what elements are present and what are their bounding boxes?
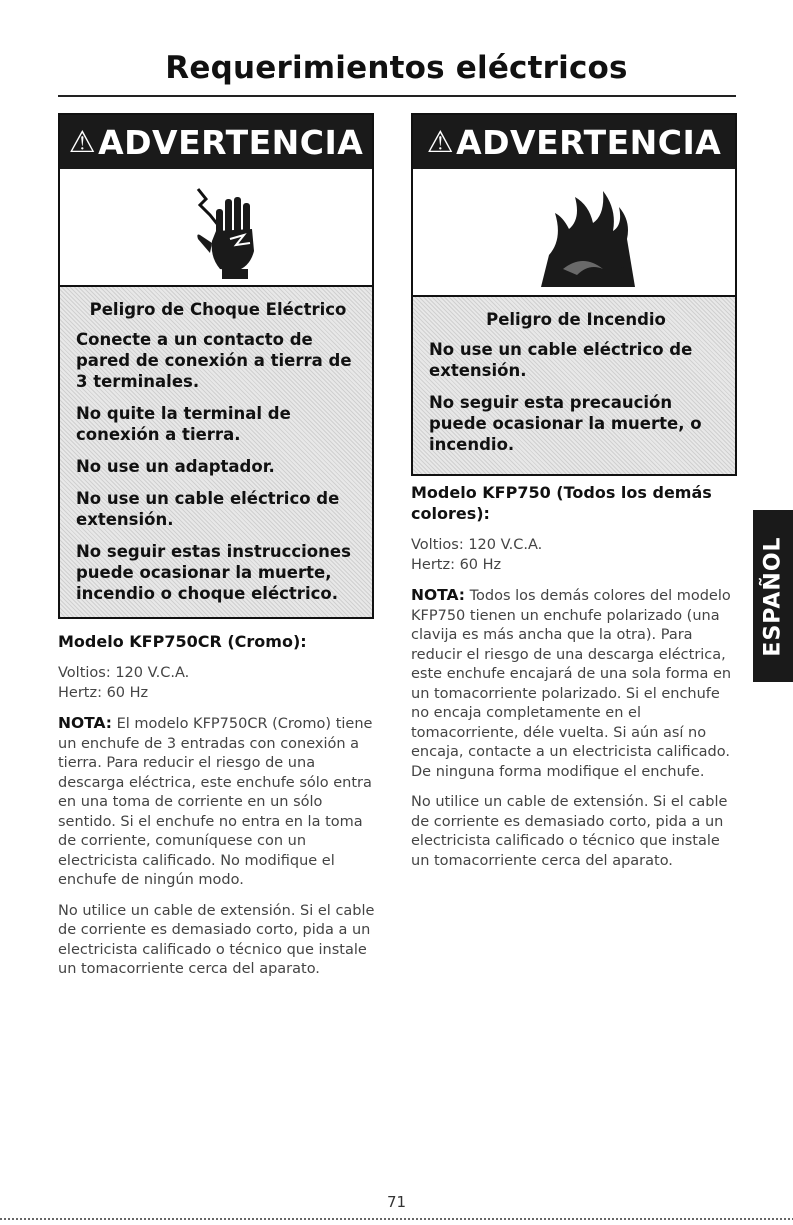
language-label: ESPAÑOL — [760, 535, 786, 657]
note-label: NOTA: — [411, 586, 466, 604]
warning-header-label: ADVERTENCIA — [456, 122, 722, 162]
hazard-title: Peligro de Choque Eléctrico — [89, 300, 347, 319]
title-divider — [58, 95, 736, 97]
warning-picture-area — [60, 169, 372, 287]
warning-text — [76, 299, 360, 615]
warning-line: No use un cable eléctrico de extensión. — [76, 489, 340, 529]
electric-shock-icon — [60, 169, 372, 285]
note-paragraph — [411, 586, 733, 782]
warning-line: No quite la terminal de conexión a tierra. — [76, 404, 291, 444]
warning-line: Conecte a un contacto de pared de conexión a tierra de 3 terminales. — [76, 330, 352, 391]
warning-text — [429, 309, 723, 466]
warning-line: No use un adaptador. — [76, 457, 275, 476]
voltage-spec: Voltios: 120 V.C.A. — [411, 537, 543, 553]
warning-box-electric-shock — [58, 113, 374, 619]
extension-paragraph: No utilice un cable de extensión. Si el cable de corriente es demasiado corto, pida a un electricista calificado o técnico que instale un tomacorriente cerca del aparato. — [411, 794, 728, 869]
warning-triangle-icon: ⚠ — [68, 124, 97, 160]
warning-picture-area — [413, 169, 735, 297]
model-other-section — [411, 482, 733, 882]
hertz-spec: Hertz: 60 Hz — [58, 684, 149, 701]
warning-line: No seguir esta precaución puede ocasionar la muerte, o incendio. — [429, 393, 702, 454]
note-text: El modelo KFP750CR (Cromo) tiene un enchufe de 3 entradas con conexión a tierra. Para reducir el riesgo de una descarga eléctrica, este enchufe sólo entra en una toma de corriente en un sólo sentido. Si el enchufe no entra en la toma de corriente, comuníquese con un electricista calificado. No modifique el enchufe de ningún modo. — [58, 716, 373, 888]
model-title: Modelo KFP750CR (Cromo): — [58, 632, 307, 651]
bottom-divider — [0, 1218, 793, 1220]
warning-header — [413, 115, 735, 169]
fire-icon — [413, 169, 735, 295]
model-title: Modelo KFP750 (Todos los demás colores): — [411, 483, 712, 523]
hertz-spec: Hertz: 60 Hz — [411, 556, 502, 573]
note-text: Todos los demás colores del modelo KFP750 tienen un enchufe polarizado (una clavija es más ancha que la otra). Para reducir el riesgo de una descarga eléctrica, este enchufe encajará de una sola forma en un tomacorriente polarizado. Si el enchufe no encaja completamente en el tomacorriente, déle vuelta. Si aún así no encaja, contacte a un electricista calificado. De ninguna forma modifique el enchufe. — [411, 588, 732, 780]
warning-triangle-icon: ⚠ — [426, 124, 455, 160]
hazard-title: Peligro de Incendio — [486, 310, 666, 329]
extension-paragraph: No utilice un cable de extensión. Si el cable de corriente es demasiado corto, pida a un electricista calificado o técnico que instale un tomacorriente cerca del aparato. — [58, 902, 375, 977]
page-number: 71 — [386, 1193, 407, 1211]
page-title: Requerimientos eléctricos — [165, 50, 628, 86]
specs — [58, 664, 378, 703]
model-chrome-section — [58, 631, 378, 991]
language-side-tab — [753, 510, 793, 682]
warning-header — [60, 115, 372, 169]
warning-header-label: ADVERTENCIA — [98, 122, 364, 162]
specs — [411, 536, 733, 575]
note-label: NOTA: — [58, 714, 113, 732]
warning-line: No seguir estas instrucciones puede ocasionar la muerte, incendio o choque eléctrico. — [76, 542, 351, 603]
note-paragraph — [58, 714, 378, 891]
warning-box-fire — [411, 113, 737, 476]
warning-line: No use un cable eléctrico de extensión. — [429, 340, 693, 380]
voltage-spec: Voltios: 120 V.C.A. — [58, 665, 190, 681]
